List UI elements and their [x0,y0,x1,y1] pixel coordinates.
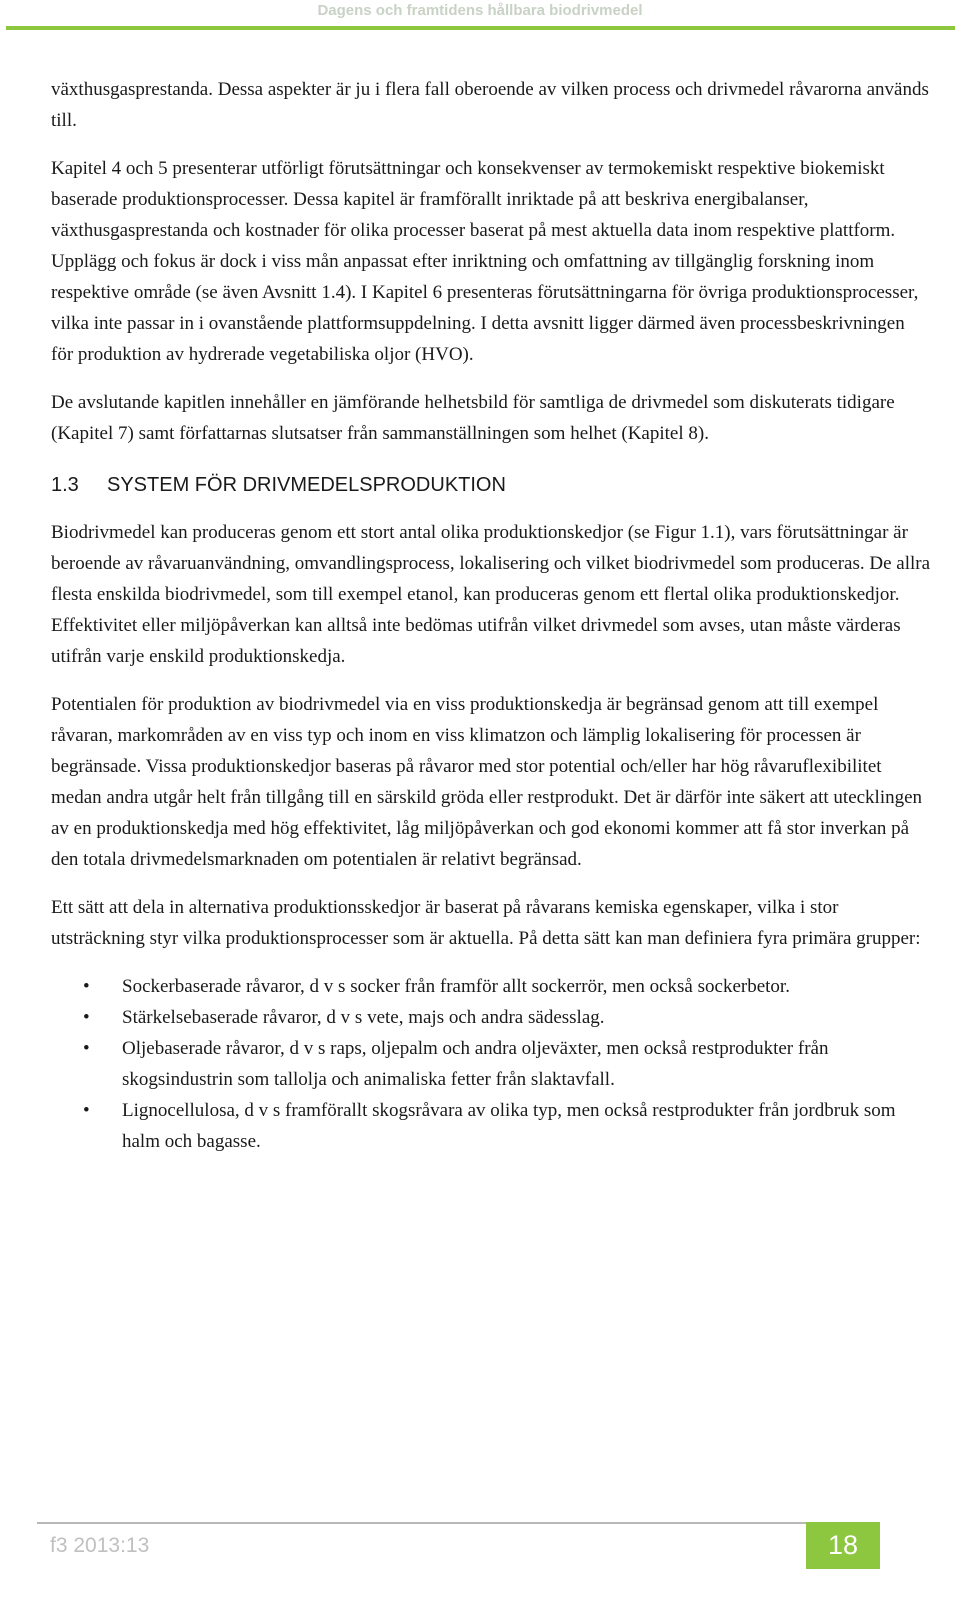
body-paragraph: växthusgasprestanda. Dessa aspekter är ju i flera fall oberoende av vilken process och drivmedel råvarorna används till. [51,79,929,131]
list-item-text: Lignocellulosa, d v s framförallt skogsråvara av olika typ, men också restprodukter från jordbruk som halm och bagasse. [122,1100,896,1152]
header-accent-bar [6,26,955,30]
bullet-icon: • [83,1038,90,1059]
body-paragraph: Ett sätt att dela in alternativa produktionsskedjor är baserat på råvarans kemiska egenskaper, vilka i stor utsträckning styr vilka produktionsprocesser som är aktuella. På detta sätt kan man definiera fyra primära grupper: [51,897,921,949]
list-item [51,971,931,1002]
section-title: SYSTEM FÖR DRIVMEDELSPRODUKTION [107,474,506,496]
list-item [51,1095,931,1157]
body-paragraph: Biodrivmedel kan produceras genom ett stort antal olika produktionskedjor (se Figur 1.1), vars förutsättningar är beroende av råvaruanvändning, omvandlingsprocess, lokalisering och vilket biodrivmedel som produceras. De allra flesta enskilda biodrivmedel, som till exempel etanol, kan produceras genom ett flertal olika produktionskedjor. Effektivitet eller miljöpåverkan kan alltså inte bedömas utifrån vilket drivmedel som avses, utan måste värderas utifrån varje enskild produktionskedja. [51,522,931,667]
bullet-list [51,971,931,1157]
page-content [51,74,931,1157]
page-number: 18 [806,1522,880,1569]
list-item-text: Sockerbaserade råvaror, d v s socker från framför allt sockerrör, men också sockerbetor. [122,976,790,997]
list-item [51,1002,931,1033]
list-item-text: Oljebaserade råvaror, d v s raps, oljepalm och andra oljeväxter, men också restprodukter från skogsindustrin som tallolja och animaliska fetter från slaktavfall. [122,1038,829,1090]
bullet-icon: • [83,1100,90,1121]
list-item [51,1033,931,1095]
footer-report-code: f3 2013:13 [50,1534,150,1557]
section-heading [51,472,931,498]
list-item-text: Stärkelsebaserade råvaror, d v s vete, majs och andra sädesslag. [122,1007,605,1028]
bullet-icon: • [83,1007,90,1028]
bullet-icon: • [83,976,90,997]
running-header-title: Dagens och framtidens hållbara biodrivmedel [317,2,643,19]
footer-divider [37,1522,806,1524]
section-number: 1.3 [51,474,79,496]
body-paragraph: Potentialen för produktion av biodrivmedel via en viss produktionskedja är begränsad genom att till exempel råvaran, markområden av en viss typ och inom en viss klimatzon och lämplig lokalisering för processen är begränsade. Vissa produktionskedjor baseras på råvaror med stor potential och/eller har hög råvaruflexibilitet medan andra utgår helt från tillgång till en särskild gröda eller restprodukt. Det är därför inte säkert att utecklingen av en produktionskedja med hög effektivitet, låg miljöpåverkan och god ekonomi kommer att få stor inverkan på den totala drivmedelsmarknaden om potentialen är relativt begränsad. [51,694,923,870]
body-paragraph: Kapitel 4 och 5 presenterar utförligt förutsättningar och konsekvenser av termokemiskt respektive biokemiskt baserade produktionsprocesser. Dessa kapitel är framförallt inriktade på att beskriva energibalanser, växthusgasprestanda och kostnader för olika processer baserat på mest aktuella data inom respektive plattform. Upplägg och fokus är dock i viss mån anpassat efter inriktning och omfattning av tillgänglig forskning inom respektive område (se även Avsnitt 1.4). I Kapitel 6 presenteras förutsättningarna för övriga produktionsprocesser, vilka inte passar in i ovanstående plattformsuppdelning. I detta avsnitt ligger därmed även processbeskrivningen för produktion av hydrerade vegetabiliska oljor (HVO). [51,158,919,365]
body-paragraph: De avslutande kapitlen innehåller en jämförande helhetsbild för samtliga de drivmedel som diskuterats tidigare (Kapitel 7) samt författarnas slutsatser från sammanställningen som helhet (Kapitel 8). [51,392,895,444]
